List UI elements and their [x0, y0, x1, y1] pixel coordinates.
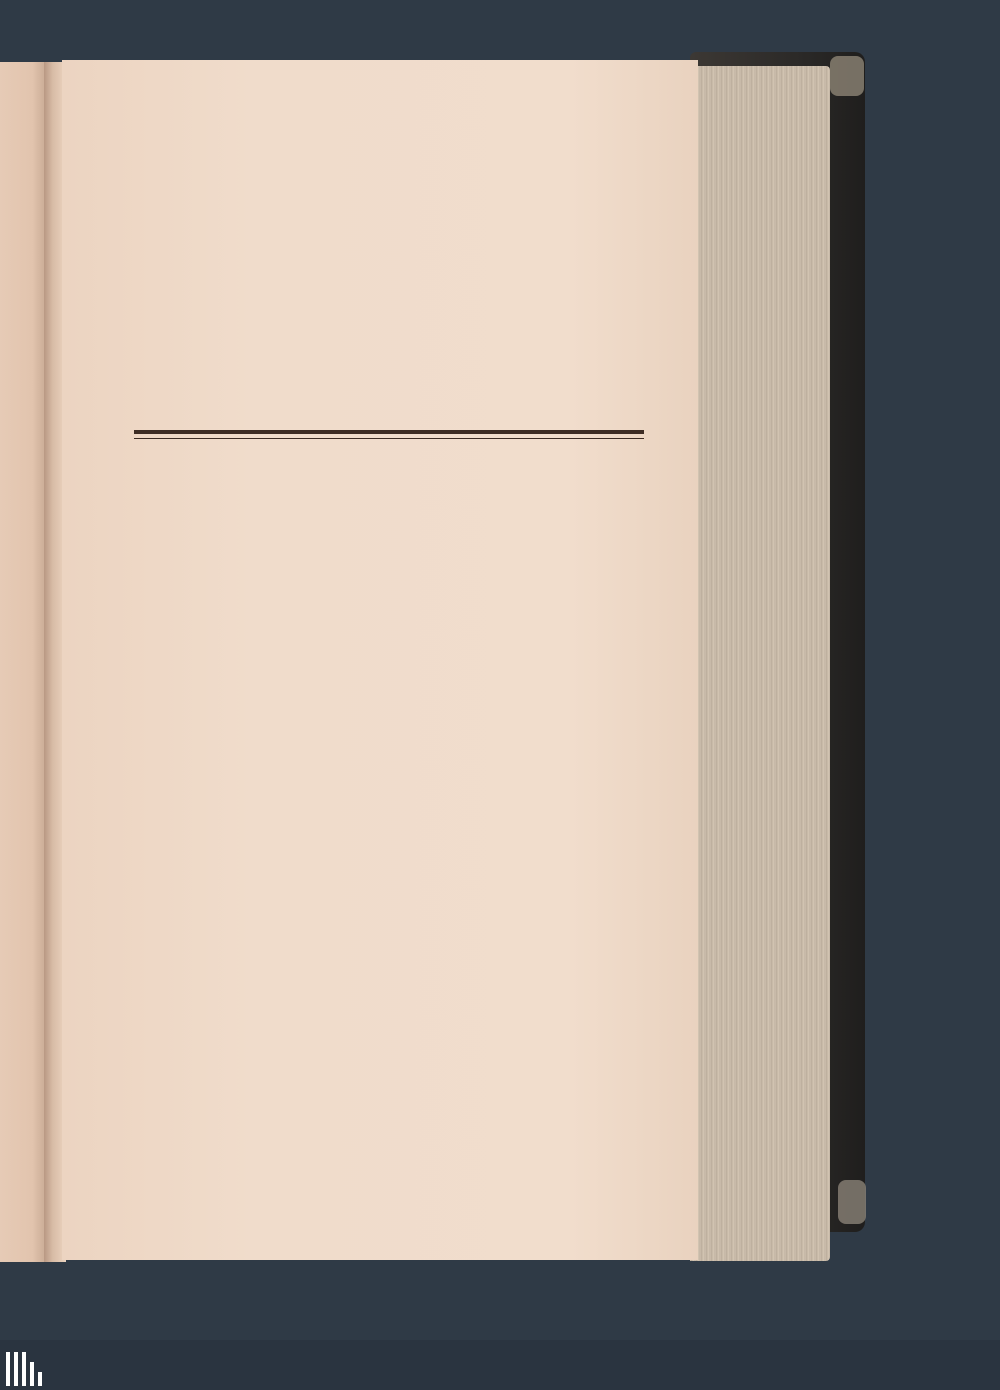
- library-logo-icon: [6, 1346, 50, 1386]
- left-page: [0, 62, 46, 1262]
- text-line: [178, 568, 648, 599]
- footer-band: [0, 1340, 1000, 1390]
- cover-wear: [830, 56, 864, 96]
- dropcap-lines: [178, 568, 648, 630]
- section-rule: [134, 430, 644, 434]
- section-rule-thin: [134, 438, 644, 439]
- right-page: [62, 60, 698, 1260]
- page-edges: [690, 66, 830, 1261]
- text-line: [178, 599, 648, 630]
- left-page-fragments: [0, 62, 46, 1262]
- cover-wear: [838, 1180, 866, 1224]
